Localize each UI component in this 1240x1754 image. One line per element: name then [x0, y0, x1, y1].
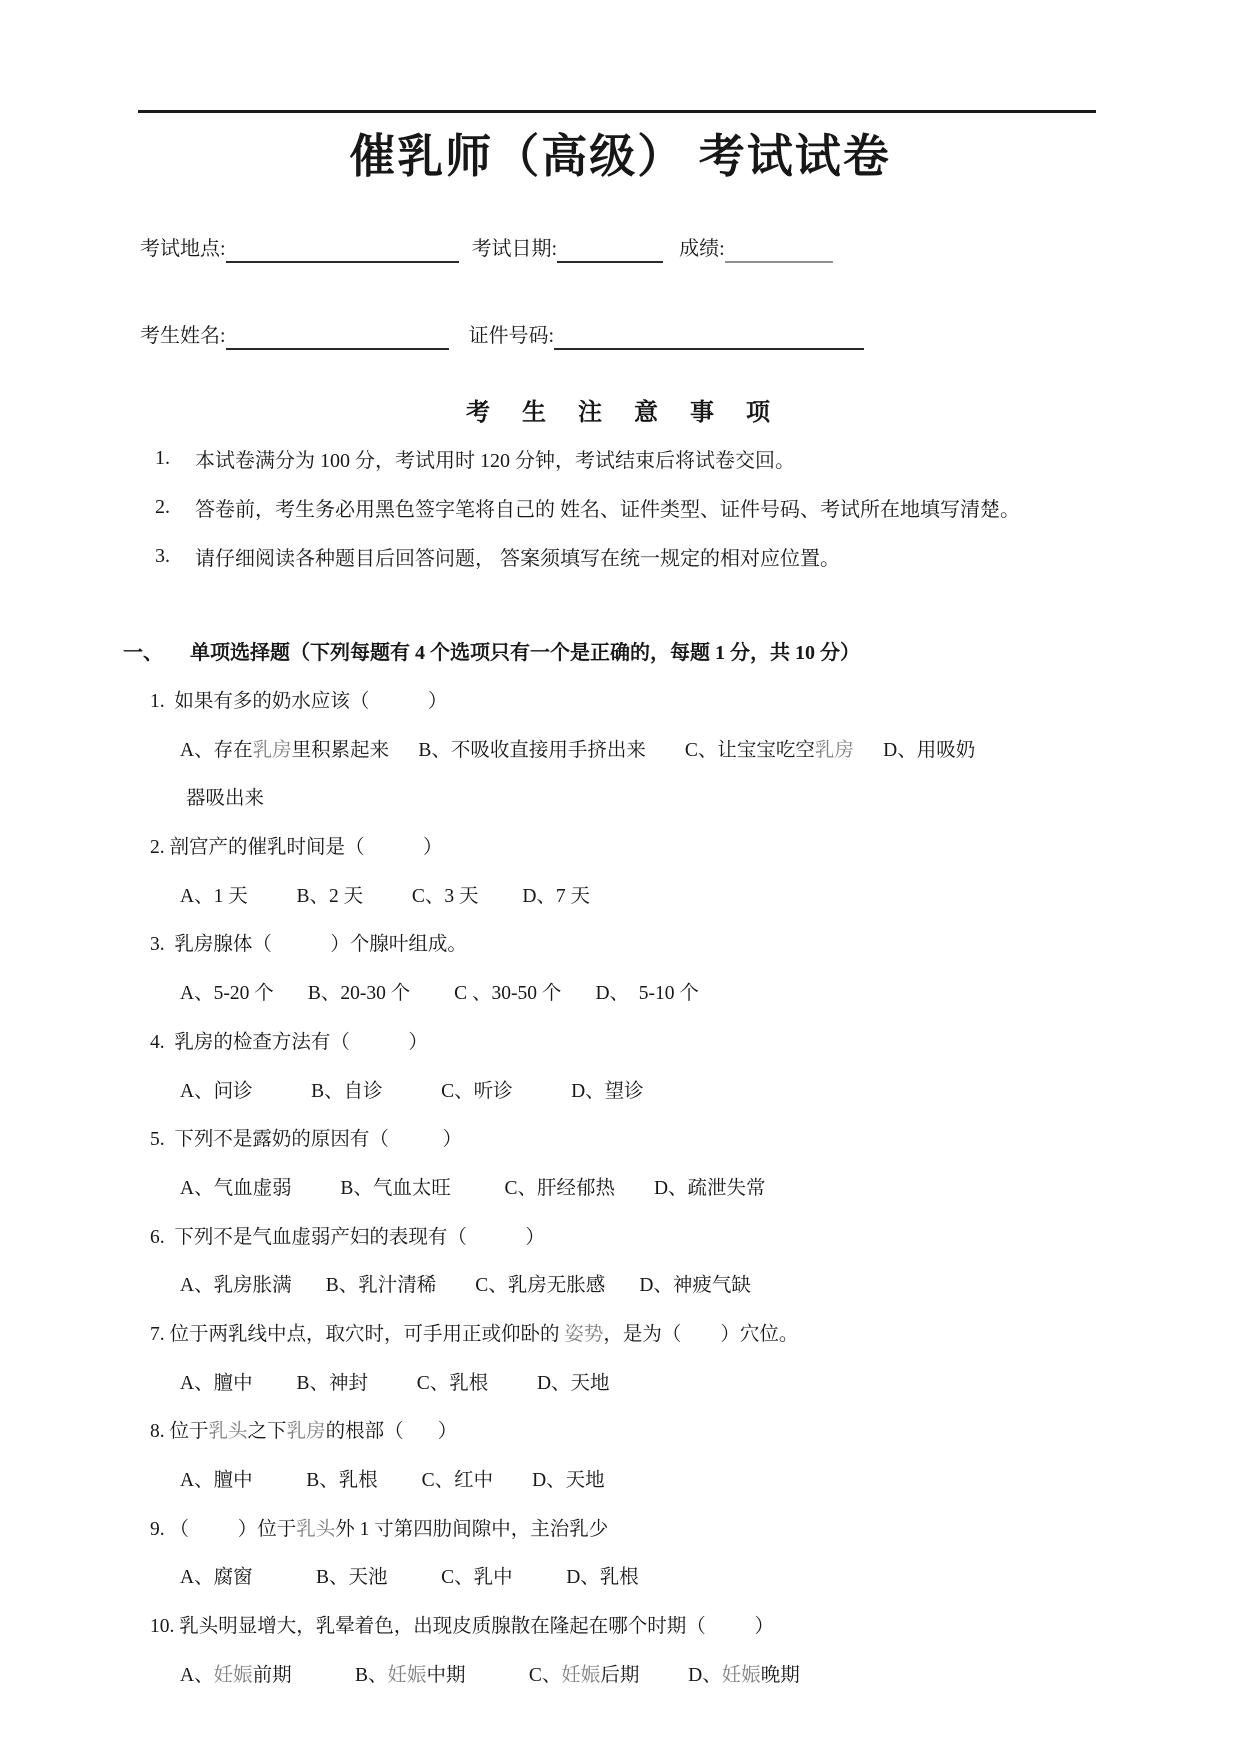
question-text: A、存在 — [180, 739, 253, 761]
notice-item-number: 1. — [155, 447, 170, 469]
gray-word: 乳头 — [296, 1518, 336, 1540]
notice-list — [155, 434, 1020, 581]
question-text: 之下 — [247, 1421, 287, 1443]
option-line — [0, 1259, 975, 1308]
question-text: 6. 下列不是气血虚弱产妇的表现有（ ） — [150, 1226, 545, 1248]
question-text: A、乳房胀满 B、乳汁清稀 C、乳房无胀感 D、神疲气缺 — [180, 1275, 751, 1297]
gray-word: 姿势 — [564, 1323, 604, 1345]
question-text: A、膻中 B、神封 C、乳根 D、天地 — [180, 1372, 610, 1394]
field-candidate-name — [140, 319, 449, 350]
question-stem — [0, 1502, 975, 1551]
field-score — [679, 232, 833, 263]
section-number: 一、 — [123, 641, 163, 664]
section-heading — [0, 626, 975, 675]
question-stem — [0, 675, 975, 724]
gray-word: 妊娠 — [213, 1664, 253, 1686]
question-text: 10. 乳头明显增大，乳晕着色，出现皮质腺散在隆起在哪个时期（ ） — [150, 1616, 775, 1638]
section-title: 单项选择题（下列每题有 4 个选项只有一个是正确的，每题 1 分，共 10 分） — [190, 641, 860, 664]
question-text: A、腐窗 B、天池 C、乳中 D、乳根 — [180, 1567, 639, 1589]
gray-word: 妊娠 — [387, 1664, 427, 1686]
exam-date-label: 考试日期: — [471, 238, 558, 260]
candidate-name-label: 考生姓名: — [140, 325, 226, 347]
header-rule — [138, 110, 1096, 113]
notice-item-text: 本试卷满分为 100 分，考试用时 120 分钟，考试结束后将试卷交回。 — [195, 450, 795, 472]
notice-item-text: 答卷前，考生务必用黑色签字笔将自己的 姓名、证件类型、证件号码、考试所在地填写清楚。 — [195, 499, 1020, 521]
option-line — [0, 1551, 975, 1600]
header-row-2 — [140, 319, 864, 350]
gray-word: 乳头 — [208, 1421, 248, 1443]
field-exam-location — [140, 232, 459, 263]
question-text: A、1 天 B、2 天 C、3 天 D、7 天 — [180, 885, 591, 907]
question-stem — [0, 821, 975, 870]
question-text: 3. 乳房腺体（ ）个腺叶组成。 — [150, 934, 467, 956]
question-text: 5. 下列不是露奶的原因有（ ） — [150, 1129, 463, 1151]
question-text: A、5-20 个 B、20-30 个 C 、30-50 个 D、 5-10 个 — [180, 983, 699, 1005]
question-text: 前期 B、 — [252, 1664, 388, 1686]
option-line — [0, 1648, 975, 1697]
question-text: ，是为（ ）穴位。 — [603, 1323, 799, 1345]
question-text: 4. 乳房的检查方法有（ ） — [150, 1031, 428, 1053]
field-exam-date — [472, 232, 664, 263]
question-stem — [0, 1016, 975, 1065]
question-text: A、问诊 B、自诊 C、听诊 D、望诊 — [180, 1080, 644, 1102]
question-text: 器吸出来 — [186, 788, 265, 810]
option-line — [0, 1064, 975, 1113]
id-number-blank — [554, 322, 864, 350]
question-text: A、气血虚弱 B、气血太旺 C、肝经郁热 D、疏泄失常 — [180, 1177, 766, 1199]
question-text: 外 1 寸第四肋间隙中，主治乳少 — [335, 1518, 609, 1540]
header-row-1 — [140, 232, 833, 263]
question-stem — [0, 1600, 975, 1649]
exam-location-blank — [226, 235, 459, 263]
question-text: 7. 位于两乳线中点，取穴时，可手用正或仰卧的 — [150, 1323, 565, 1345]
question-text: D、用吸奶 — [853, 739, 976, 761]
question-stem — [0, 1210, 975, 1259]
question-stem — [0, 1113, 975, 1162]
question-stem — [0, 1308, 975, 1357]
option-line — [0, 1162, 975, 1211]
score-blank — [725, 235, 833, 263]
question-text: 1. 如果有多的奶水应该（ ） — [150, 691, 448, 713]
option-continuation — [0, 772, 975, 821]
id-number-label: 证件号码: — [468, 325, 555, 347]
question-stem — [0, 918, 975, 967]
question-text: 晚期 — [760, 1664, 800, 1686]
notice-item-number: 3. — [155, 545, 170, 567]
option-line — [0, 1356, 975, 1405]
notice-item — [155, 483, 1020, 532]
gray-word: 乳房 — [286, 1421, 326, 1443]
question-text: 后期 D、 — [600, 1664, 722, 1686]
notice-item — [155, 434, 1020, 483]
notice-item-number: 2. — [155, 496, 170, 518]
gray-word: 妊娠 — [561, 1664, 601, 1686]
question-text: 9. （ ）位于 — [150, 1518, 297, 1540]
question-text: 里积累起来 B、不吸收直接用手挤出来 C、让宝宝吃空 — [291, 739, 815, 761]
exam-date-blank — [557, 235, 663, 263]
question-text: 8. 位于 — [150, 1421, 209, 1443]
gray-word: 乳房 — [252, 739, 292, 761]
notice-item-text: 请仔细阅读各种题目后回答问题， 答案须填写在统一规定的相对应位置。 — [195, 548, 840, 570]
question-text: 的根部（ ） — [325, 1421, 458, 1443]
question-text: 2. 剖宫产的催乳时间是（ ） — [150, 837, 443, 859]
notice-title: 考 生 注 意 事 项 — [466, 400, 774, 426]
option-line — [0, 869, 975, 918]
question-text: 中期 C、 — [426, 1664, 562, 1686]
gray-word: 妊娠 — [721, 1664, 761, 1686]
exam-body — [0, 626, 975, 1697]
exam-location-label: 考试地点: — [140, 238, 226, 260]
option-line — [0, 1454, 975, 1503]
notice-item — [155, 532, 1020, 581]
score-label: 成绩: — [679, 238, 725, 260]
exam-title: 催乳师（高级） 考试试卷 — [349, 131, 891, 182]
option-line — [0, 723, 975, 772]
question-text: A、膻中 B、乳根 C、红中 D、天地 — [180, 1470, 605, 1492]
option-line — [0, 967, 975, 1016]
gray-word: 乳房 — [814, 739, 854, 761]
candidate-name-blank — [226, 322, 449, 350]
question-stem — [0, 1405, 975, 1454]
field-id-number — [469, 319, 865, 350]
question-text: A、 — [180, 1664, 214, 1686]
